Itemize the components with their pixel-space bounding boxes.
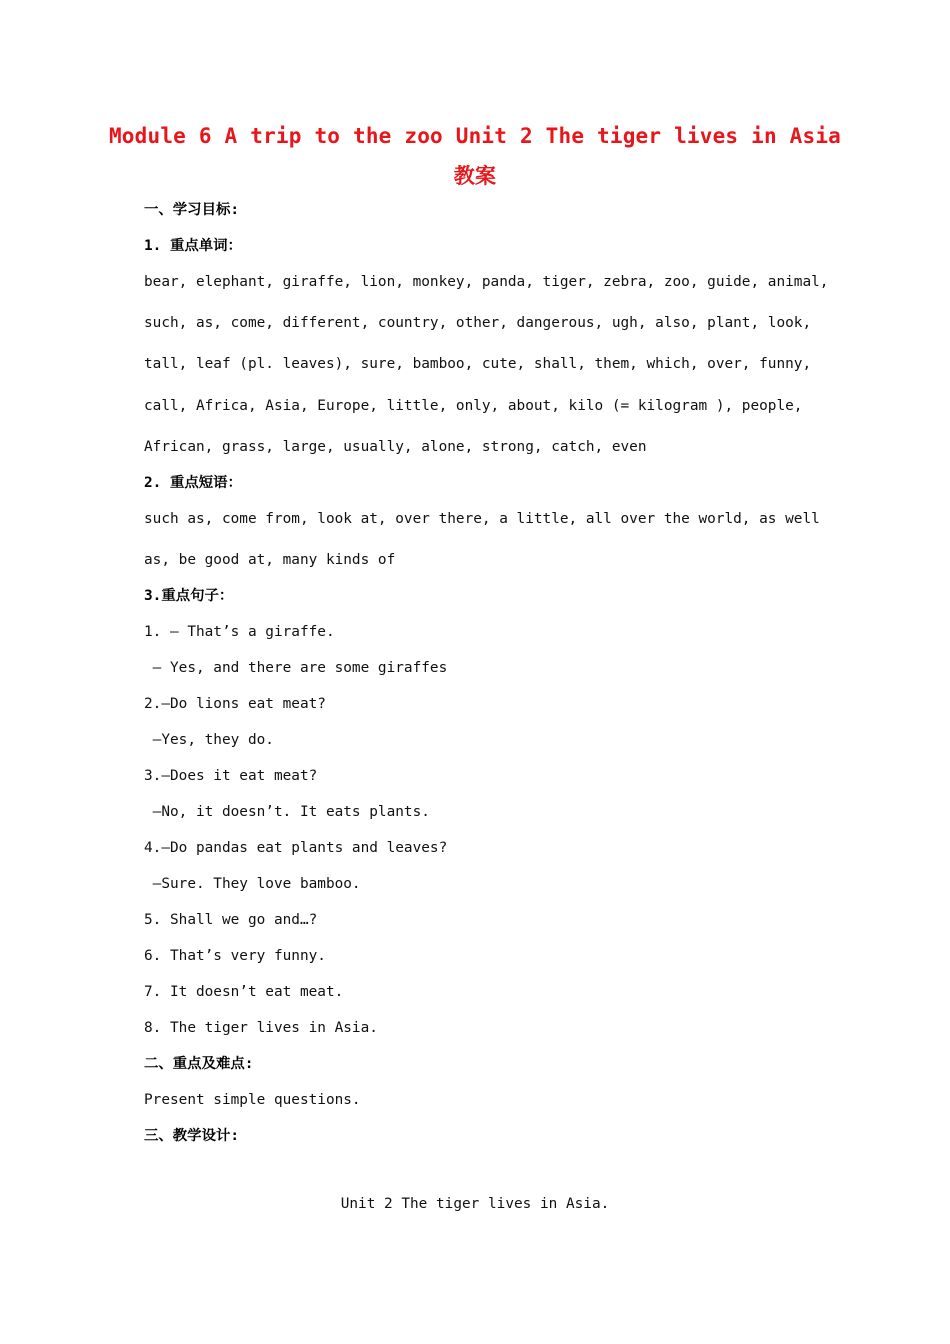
sentence-line: 3.—Does it eat meat? (144, 768, 318, 784)
phrases-line: such as, come from, look at, over there, a little, all over the world, as well (144, 511, 820, 527)
sentence-line: — Yes, and there are some giraffes (144, 660, 448, 676)
sentence-line: 6. That’s very funny. (144, 948, 326, 964)
sentence-line: 7. It doesn’t eat meat. (144, 984, 344, 1000)
sentence-line: 4.—Do pandas eat plants and leaves? (144, 840, 448, 856)
words-line: tall, leaf (pl. leaves), sure, bamboo, cute, shall, them, which, over, funny, (144, 356, 812, 372)
words-line: call, Africa, Asia, Europe, little, only, about, kilo (= kilogram ), people, (144, 398, 803, 414)
words-line: African, grass, large, usually, alone, strong, catch, even (144, 439, 647, 455)
words-line: bear, elephant, giraffe, lion, monkey, panda, tiger, zebra, zoo, guide, animal, (144, 274, 829, 290)
document-title: Module 6 A trip to the zoo Unit 2 The tiger lives in Asia (108, 124, 842, 148)
sentence-line: 8. The tiger lives in Asia. (144, 1020, 378, 1036)
sentence-line: —Sure. They love bamboo. (144, 876, 361, 892)
section-heading-teaching-design: 三、教学设计: (144, 1128, 240, 1144)
sentence-line: —Yes, they do. (144, 732, 274, 748)
subheading-key-sentences: 3.重点句子： (144, 588, 234, 604)
section-heading-key-points: 二、重点及难点: (144, 1056, 254, 1072)
section-heading-objectives: 一、学习目标: (144, 202, 240, 218)
phrases-line: as, be good at, many kinds of (144, 552, 396, 568)
key-points-text: Present simple questions. (144, 1092, 361, 1108)
sentence-line: —No, it doesn’t. It eats plants. (144, 804, 430, 820)
subheading-key-words: 1. 重点单词： (144, 238, 242, 254)
document-title-suffix: 教案 (453, 164, 497, 188)
subheading-key-phrases: 2. 重点短语： (144, 475, 242, 491)
sentence-line: 1. — That’s a giraffe. (144, 624, 335, 640)
unit-title: Unit 2 The tiger lives in Asia. (340, 1196, 610, 1212)
sentence-line: 2.—Do lions eat meat? (144, 696, 326, 712)
words-line: such, as, come, different, country, other, dangerous, ugh, also, plant, look, (144, 315, 812, 331)
sentence-line: 5. Shall we go and…? (144, 912, 318, 928)
